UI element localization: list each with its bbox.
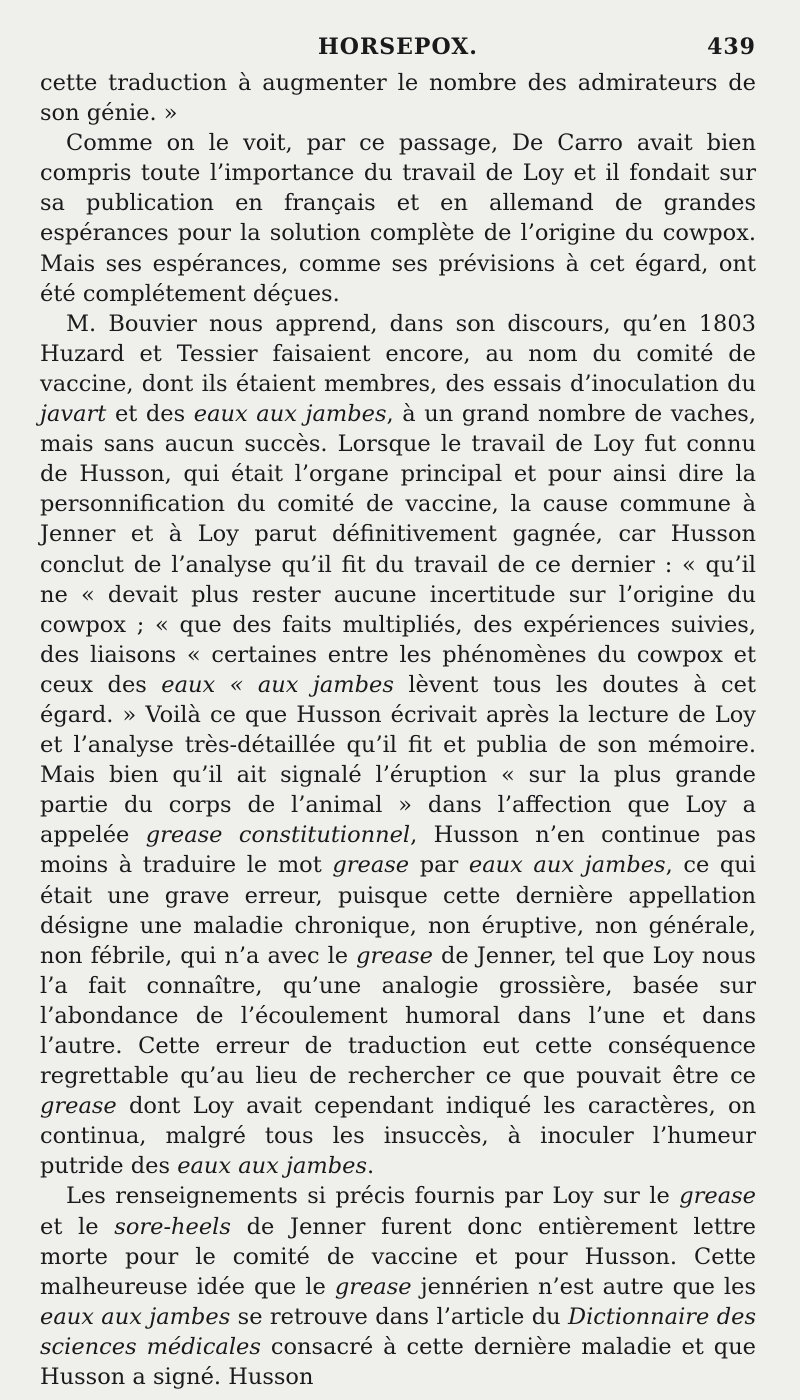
- italic-run: grease: [679, 1183, 756, 1210]
- italic-run: grease: [356, 942, 433, 969]
- text-run: se retrouve dans l’article du: [230, 1303, 569, 1330]
- italic-run: javart: [40, 401, 107, 428]
- text-run: .: [367, 1153, 375, 1180]
- italic-run: sore-heels: [114, 1213, 231, 1240]
- body-text: [40, 68, 756, 1392]
- text-run: cette traduction à augmenter le nombre des admirateurs de son génie. »: [40, 70, 756, 127]
- text-run: , ce qui était une grave erreur, puisque cette dernière appellation désigne une maladie chronique, non éruptive, non générale, non fébrile, qui n’a avec le: [40, 852, 756, 969]
- paragraph-continuation: [40, 68, 756, 128]
- running-head: [40, 28, 756, 68]
- text-run: et le: [40, 1213, 115, 1240]
- paragraph: [40, 309, 756, 1182]
- paragraph: [40, 1181, 756, 1392]
- italic-run: Dictionnaire des sciences médicales: [40, 1303, 756, 1360]
- text-run: Les renseignements si précis fournis par Loy sur le: [66, 1183, 680, 1210]
- page-number: 439: [707, 34, 756, 60]
- italic-run: grease: [40, 1093, 117, 1120]
- text-run: dont Loy avait cependant indiqué les caractères, on continua, malgré tous les insuccès, à inoculer l’humeur putride des: [40, 1093, 756, 1180]
- text-run: lèvent tous les doutes à cet égard. » Voilà ce que Husson écrivait après la lecture de Loy et l’analyse très-détaillée qu’il fit et publia de son mémoire. Mais bien qu’il ait signalé l’éruption « sur la plus grande partie du corps de l’animal » dans l’affection que Loy a appelée: [40, 671, 757, 849]
- italic-run: eaux aux jambes: [177, 1153, 367, 1180]
- text-run: Comme on le voit, par ce passage, De Carro avait bien compris toute l’importance du travail de Loy et il fondait sur sa publication en français et en allemand de grandes espérances pour la solution complète de l’origine du cowpox. Mais ses espérances, comme ses prévisions à cet égard, ont été complétement déçues.: [40, 130, 756, 307]
- text-run: de Jenner, tel que Loy nous l’a fait connaître, qu’une analogie grossière, basée sur l’abondance de l’écoulement humoral dans l’une et dans l’autre. Cette erreur de traduction eut cette conséquence regrettable qu’au lieu de rechercher ce que pouvait être ce: [40, 942, 756, 1090]
- italic-run: grease: [334, 1273, 412, 1300]
- text-run: consacré à cette dernière maladie et que Husson a signé. Husson: [40, 1333, 756, 1391]
- italic-run: grease constitutionnel: [145, 822, 411, 849]
- text-run: , Husson n’en continue pas moins à traduire le mot: [40, 822, 757, 879]
- italic-run: eaux aux jambes: [468, 852, 666, 879]
- text-run: et des: [106, 401, 194, 428]
- text-run: M. Bouvier nous apprend, dans son discours, qu’en 1803 Huzard et Tessier faisaient encore, au nom du comité de vaccine, dont ils étaient membres, des essais d’inoculation du: [40, 310, 756, 397]
- text-run: par: [409, 852, 469, 879]
- italic-run: eaux aux jambes: [40, 1303, 231, 1330]
- running-title: HORSEPOX.: [318, 34, 478, 60]
- italic-run: eaux aux jambes: [193, 401, 387, 428]
- italic-run: grease: [332, 852, 410, 879]
- italic-run: eaux « aux jambes: [161, 671, 394, 698]
- text-run: de Jenner furent donc entièrement lettre morte pour le comité de vaccine et pour Husson. Cette malheureuse idée que le: [40, 1213, 756, 1300]
- text-run: , à un grand nombre de vaches, mais sans aucun succès. Lorsque le travail de Loy fut connu de Husson, qui était l’organe principal et pour ainsi dire la personnification du comité de vaccine, la cause commune à Jenner et à Loy parut définitivement gagnée, car Husson conclut de l’analyse qu’il fit du travail de ce dernier : « qu’il ne « devait plus rester aucune incertitude sur l’origine du cowpox ; « que des faits multipliés, des expériences suivies, des liaisons « certaines entre les phénomènes du cowpox et ceux des: [40, 401, 756, 698]
- paragraph: [40, 128, 756, 309]
- text-run: jennérien n’est autre que les: [411, 1273, 756, 1300]
